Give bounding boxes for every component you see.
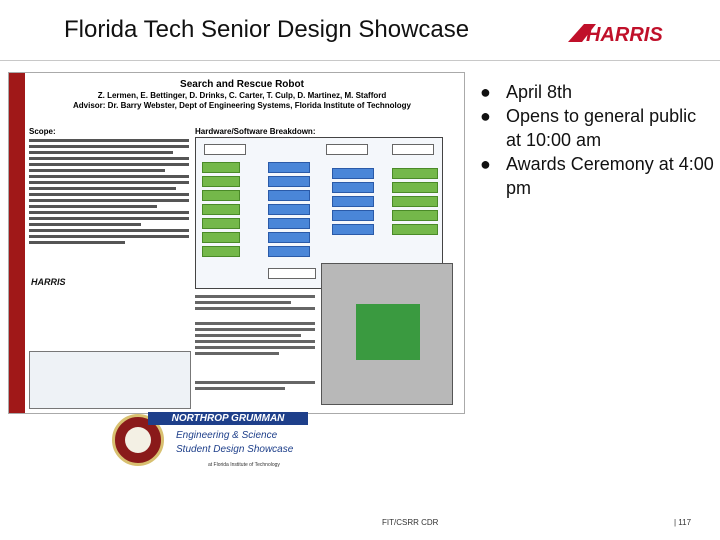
poster-title: Search and Rescue Robot xyxy=(180,79,304,90)
bullet-dot-icon: ● xyxy=(480,82,491,102)
poster-scope-heading: Scope: xyxy=(29,127,56,136)
bullet-item: ● April 8th xyxy=(480,82,573,102)
bullet-dot-icon: ● xyxy=(480,106,491,126)
poster-image xyxy=(8,72,465,414)
page-number: | 117 xyxy=(674,518,692,527)
event-details-list xyxy=(478,80,714,200)
poster-authors: Z. Lermen, E. Bettinger, D. Drinks, C. Carter, T. Culp, D. Martinez, M. Stafford xyxy=(97,91,387,100)
footer-label: FIT/CSRR CDR xyxy=(382,518,439,527)
poster-harris-logo: HARRIS xyxy=(31,277,66,287)
showcase-line-2: Student Design Showcase xyxy=(176,444,294,455)
harris-logo xyxy=(566,20,688,46)
northrop-grumman-banner: NORTHROP GRUMMAN xyxy=(148,412,308,425)
poster-figure-captions xyxy=(195,295,315,393)
poster-system-diagram xyxy=(29,351,191,409)
showcase-logo xyxy=(148,412,308,472)
title-divider xyxy=(0,60,720,61)
showcase-line-3: at Florida Institute of Technology xyxy=(208,462,280,468)
harris-logo-text: HARRIS xyxy=(586,24,663,46)
poster-scope-text xyxy=(29,139,189,247)
bullet-item: ● Opens to general public at 10:00 am xyxy=(480,106,697,150)
poster-side-band xyxy=(9,73,25,413)
poster-hw-heading: Hardware/Software Breakdown: xyxy=(195,127,316,136)
poster-advisor: Advisor: Dr. Barry Webster, Dept of Engineering Systems, Florida Institute of Technology xyxy=(73,101,411,110)
bullet-dot-icon: ● xyxy=(480,154,491,174)
bullet-item: ● Awards Ceremony at 4:00 pm xyxy=(480,154,714,198)
poster-robot-photo xyxy=(321,263,453,405)
poster-circuit-board xyxy=(356,304,420,360)
showcase-line-1: Engineering & Science xyxy=(176,430,278,441)
slide-title: Florida Tech Senior Design Showcase xyxy=(64,16,470,43)
